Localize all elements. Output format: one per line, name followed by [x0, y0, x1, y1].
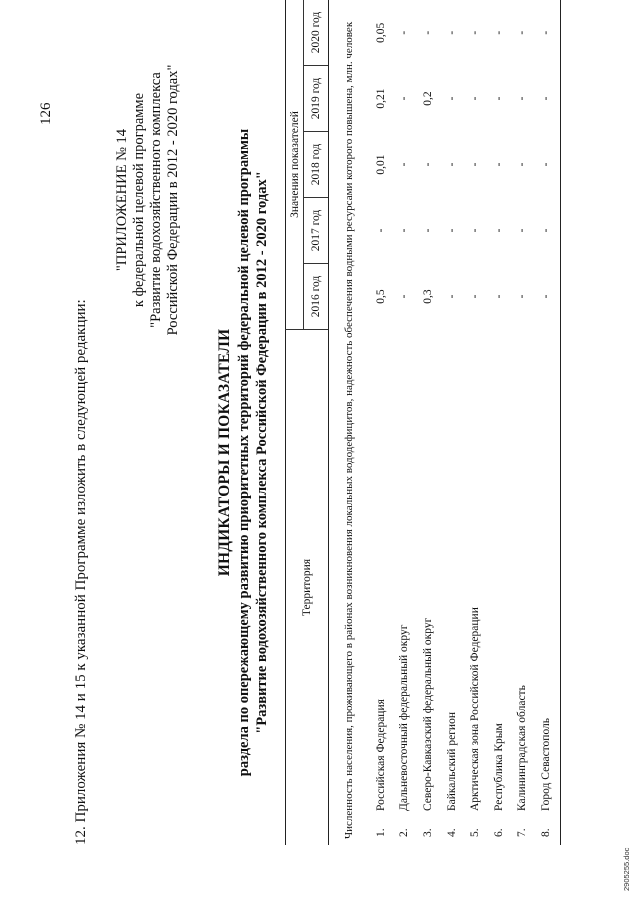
row-value: - [398, 96, 411, 101]
indicator-description: Численность населения, проживающего в районах возникновения локальных вододефицитов, надежность обеспечения водными ресурсами которого повышена, млн. человек [342, 21, 355, 839]
appendix-line-4: Российской Федерации в 2012 - 2020 годах" [165, 64, 181, 336]
row-value: - [445, 30, 458, 35]
row-territory: Северо-Кавказский федеральный округ [421, 617, 434, 811]
row-value: - [539, 228, 552, 233]
row-territory: Калининградская область [516, 685, 529, 811]
row-value: - [445, 228, 458, 233]
row-value: - [539, 30, 552, 35]
year-header-2019: 2019 год [304, 66, 329, 132]
territory-column-header: Территория [286, 330, 329, 846]
row-value: - [469, 162, 482, 167]
row-number: 8. [539, 828, 552, 837]
row-value: - [516, 294, 529, 299]
page-number: 126 [38, 102, 54, 125]
row-value: - [421, 228, 434, 233]
row-value: 0,01 [374, 154, 387, 175]
row-value: - [421, 162, 434, 167]
table-row [369, 0, 393, 845]
row-value: - [374, 228, 387, 233]
row-territory: Город Севастополь [539, 717, 552, 811]
row-number: 3. [421, 828, 434, 837]
values-column-header: Значения показателей [286, 0, 304, 330]
row-value: - [492, 96, 505, 101]
row-value: - [516, 96, 529, 101]
row-value: - [492, 228, 505, 233]
table-row [463, 0, 487, 845]
row-value: - [469, 30, 482, 35]
row-value: - [469, 294, 482, 299]
row-value: - [445, 162, 458, 167]
row-territory: Байкальский регион [445, 712, 458, 811]
row-number: 5. [469, 828, 482, 837]
appendix-line-1: "ПРИЛОЖЕНИЕ № 14 [114, 128, 130, 272]
row-value: - [421, 30, 434, 35]
intro-paragraph: 12. Приложения № 14 и 15 к указанной Программе изложить в следующей редакции: [73, 299, 89, 845]
table-bottom-rule [558, 0, 561, 845]
row-territory: Арктическая зона Российской Федерации [469, 607, 482, 811]
appendix-heading [114, 20, 182, 380]
table-row [393, 0, 417, 845]
row-value: 0,5 [374, 289, 387, 304]
row-value: - [516, 30, 529, 35]
row-value: - [398, 228, 411, 233]
table-row [534, 0, 558, 845]
year-header-2016: 2016 год [304, 264, 329, 330]
row-number: 2. [398, 828, 411, 837]
row-value: - [398, 294, 411, 299]
document-subtitle-1: раздела по опережающему развитию приоритетных территорий федеральной целевой программы [236, 128, 252, 777]
year-header-2020: 2020 год [304, 0, 329, 66]
appendix-line-3: "Развитие водохозяйственного комплекса [148, 72, 164, 328]
row-number: 7. [516, 828, 529, 837]
row-territory: Российская Федерация [374, 699, 387, 811]
row-value: - [516, 228, 529, 233]
row-value: - [398, 162, 411, 167]
row-number: 6. [492, 828, 505, 837]
row-value: - [492, 294, 505, 299]
row-value: 0,3 [421, 289, 434, 304]
row-value: - [539, 162, 552, 167]
row-value: 0,2 [421, 91, 434, 106]
row-value: - [445, 96, 458, 101]
indicators-table [285, 0, 561, 845]
row-territory: Дальневосточный федеральный округ [398, 624, 411, 811]
row-value: - [492, 30, 505, 35]
row-value: - [469, 96, 482, 101]
year-header-2017: 2017 год [304, 198, 329, 264]
document-title: ИНДИКАТОРЫ И ПОКАЗАТЕЛИ [216, 328, 233, 577]
row-value: - [539, 294, 552, 299]
row-value: - [398, 30, 411, 35]
appendix-line-2: к федеральной целевой программе [131, 92, 147, 308]
table-row [416, 0, 440, 845]
row-value: - [469, 228, 482, 233]
row-value: - [539, 96, 552, 101]
row-number: 1. [374, 828, 387, 837]
row-number: 4. [445, 828, 458, 837]
file-reference: 2905255.doc [622, 847, 631, 891]
table-row [440, 0, 464, 845]
row-value: 0,21 [374, 88, 387, 109]
table-row [511, 0, 535, 845]
row-territory: Республика Крым [492, 723, 505, 811]
row-value: - [445, 294, 458, 299]
table-row [487, 0, 511, 845]
row-value: - [492, 162, 505, 167]
row-value: 0,05 [374, 22, 387, 43]
row-value: - [516, 162, 529, 167]
year-header-2018: 2018 год [304, 132, 329, 198]
document-subtitle-2: "Развитие водохозяйственного комплекса Российской Федерации в 2012 - 2020 годах" [254, 171, 270, 734]
